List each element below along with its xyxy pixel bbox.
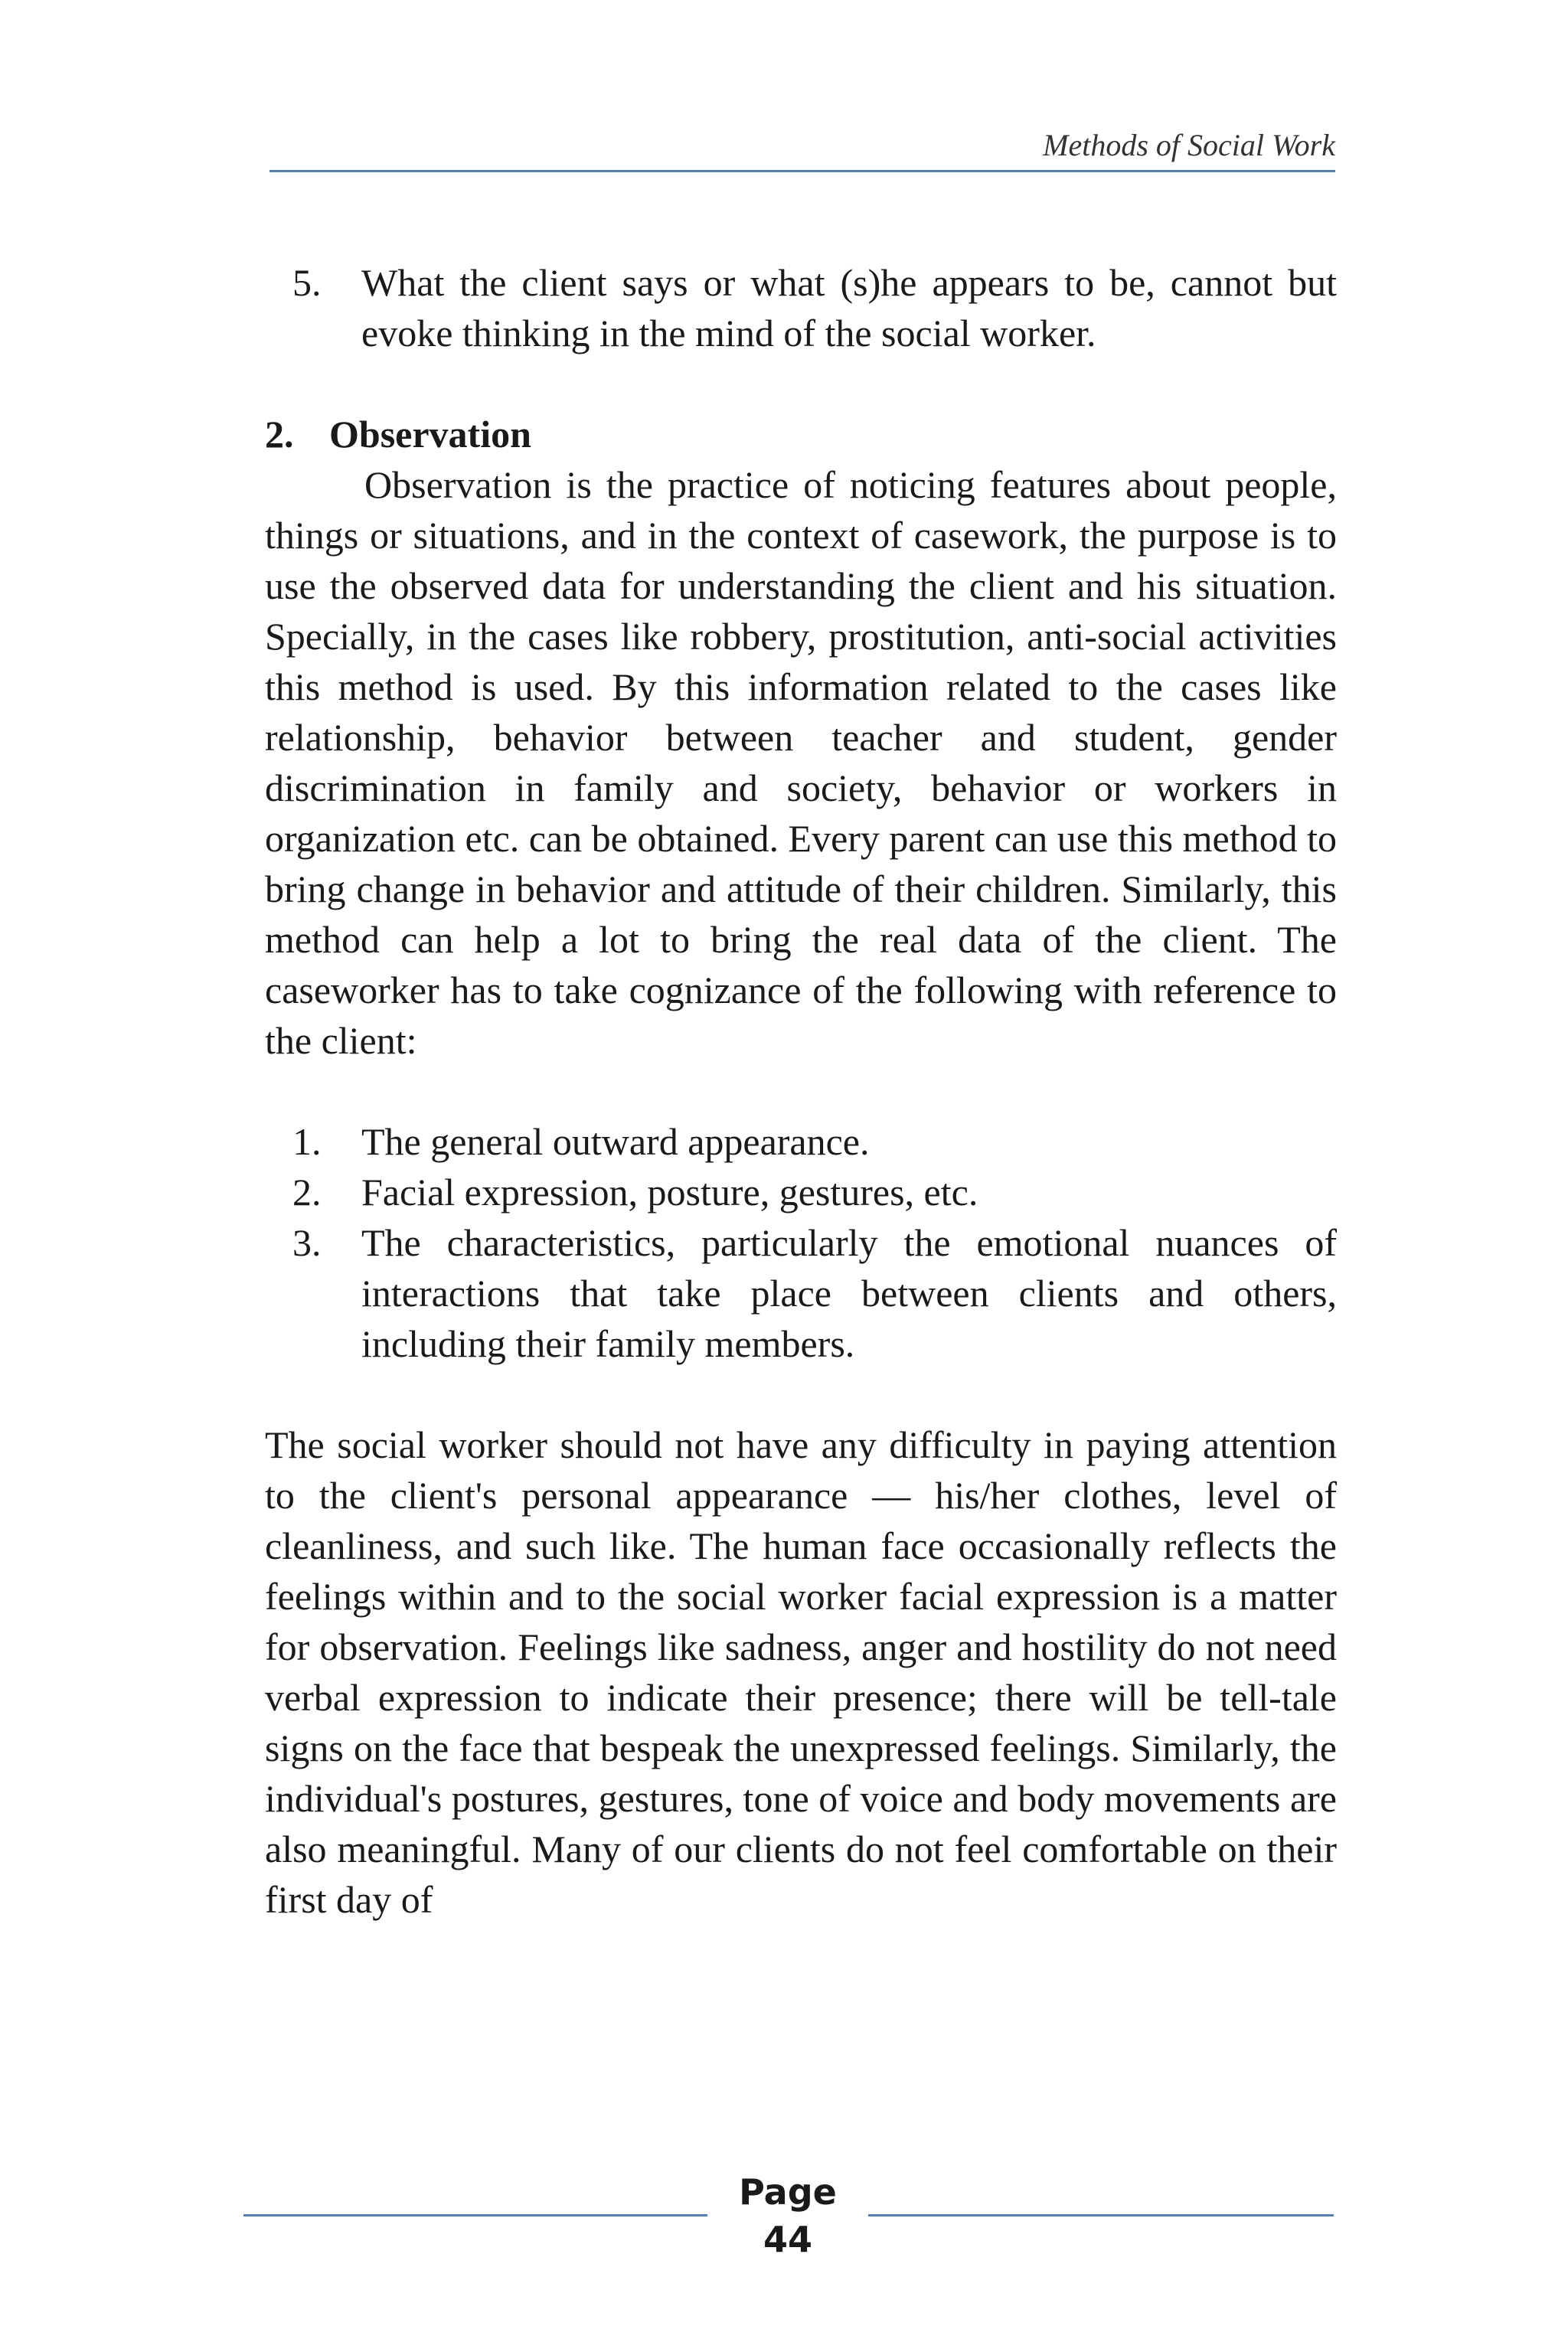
section-title: Observation xyxy=(329,413,531,456)
list-item-number: 3. xyxy=(292,1221,322,1264)
page-content xyxy=(265,257,1337,1925)
header-rule xyxy=(270,170,1335,172)
list-item-text: Facial expression, posture, gestures, etc. xyxy=(361,1171,978,1214)
page-number xyxy=(717,2168,859,2263)
list-item-text: The characteristics, particularly the emotional nuances of interactions that take place between clients and others, including their family members. xyxy=(361,1221,1337,1365)
running-header: Methods of Social Work xyxy=(1043,128,1335,162)
list-item-text: What the client says or what (s)he appears to be, cannot but evoke thinking in the mind of the social worker. xyxy=(361,261,1337,354)
top-numbered-list xyxy=(265,257,1337,358)
list-item-text: The general outward appearance. xyxy=(361,1120,870,1163)
body-paragraph-1: Observation is the practice of noticing features about people, things or situations, and in the context of casework, the purpose is to use the observed data for understanding the client and his situation. Specially, in the cases like robbery, prostitution, anti-social activities this method is used. By this information related to the cases like relationship, behavior between teacher and student, gender discrimination in family and society, behavior or workers in organization etc. can be obtained. Every parent can use this method to bring change in behavior and attitude of their children. Similarly, this method can help a lot to bring the real data of the client. The caseworker has to take cognizance of the following with reference to the client: xyxy=(265,463,1337,1062)
list-item xyxy=(265,1167,1337,1217)
list-item xyxy=(265,257,1337,358)
list-item-number: 5. xyxy=(292,261,322,304)
page-number-value: 44 xyxy=(763,2219,812,2260)
spacer xyxy=(265,1066,1337,1116)
body-paragraph-2: The social worker should not have any difficulty in paying attention to the client's personal appearance — his/her clothes, level of cleanliness, and such like. The human face occasionally reflects the feelings within and to the social worker facial expression is a matter for observation. Feelings like sadness, anger and hostility do not need verbal expression to indicate their presence; there will be tell-tale signs on the face that bespeak the unexpressed feelings. Similarly, the individual's postures, gestures, tone of voice and body movements are also meaningful. Many of our clients do not feel comfortable on their first day of xyxy=(265,1423,1337,1921)
spacer xyxy=(265,1369,1337,1419)
observation-list xyxy=(265,1116,1337,1369)
section-number: 2. xyxy=(265,413,294,456)
list-item-number: 1. xyxy=(292,1120,322,1163)
page-label: Page xyxy=(739,2171,837,2213)
footer-rule-left xyxy=(243,2214,707,2216)
section-heading xyxy=(265,409,1337,459)
list-item xyxy=(265,1116,1337,1167)
list-item-number: 2. xyxy=(292,1171,322,1214)
list-item xyxy=(265,1217,1337,1369)
footer-rule-right xyxy=(868,2214,1334,2216)
